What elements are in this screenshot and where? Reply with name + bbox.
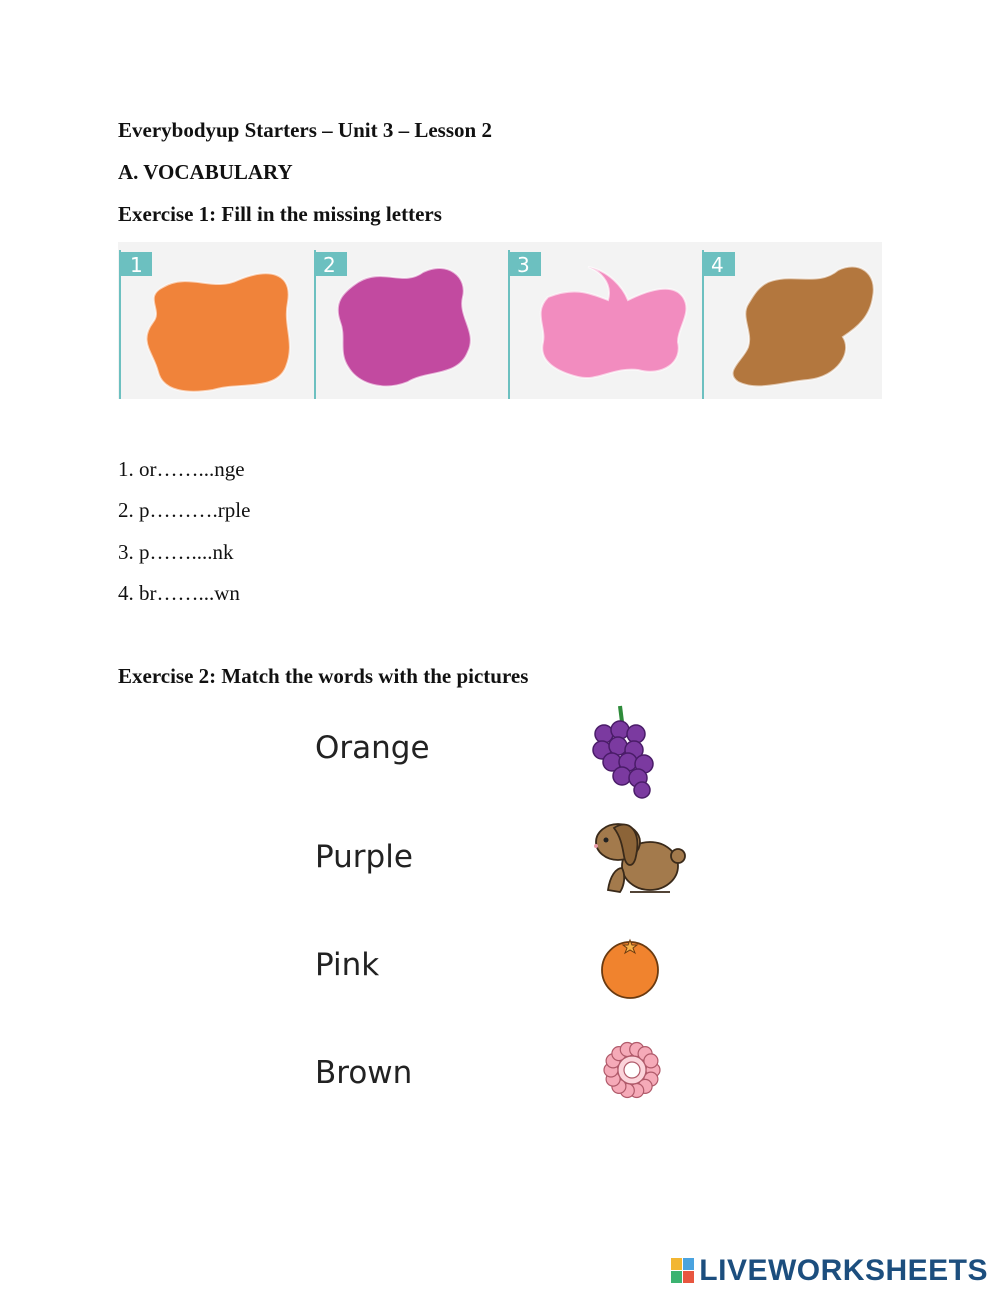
- fill-item-3: 3. p……....nk: [118, 540, 234, 564]
- panel-number-3: [509, 252, 541, 277]
- liveworksheets-logo: [671, 1254, 988, 1288]
- fill-item-1: 1. or……...nge: [118, 457, 245, 481]
- panel-number-2: [315, 252, 347, 277]
- svg-text:3: 3: [517, 253, 530, 277]
- svg-text:2: 2: [323, 253, 336, 277]
- orange-paint-splash: [147, 273, 290, 391]
- match-word-brown[interactable]: Brown: [315, 1055, 413, 1091]
- logo-text: LIVEWORKSHEETS: [699, 1254, 988, 1287]
- exercise-2-heading: Exercise 2: Match the words with the pictures: [118, 664, 529, 688]
- svg-text:4: 4: [711, 253, 724, 277]
- grapes-icon[interactable]: [590, 704, 660, 804]
- exercise-1-heading: Exercise 1: Fill in the missing letters: [118, 202, 442, 226]
- match-word-purple[interactable]: Purple: [315, 839, 413, 875]
- page-title: Everybodyup Starters – Unit 3 – Lesson 2: [118, 118, 492, 142]
- rabbit-icon[interactable]: [590, 816, 690, 903]
- fill-item-2: 2. p……….rple: [118, 498, 251, 522]
- orange-fruit-icon[interactable]: [590, 936, 665, 1006]
- panel-number-1: [120, 252, 152, 277]
- flower-icon[interactable]: [590, 1040, 665, 1107]
- svg-text:1: 1: [130, 253, 143, 277]
- logo-mark-icon: [671, 1258, 695, 1284]
- paint-splash-image: [118, 242, 882, 399]
- panel-number-4: [703, 252, 735, 277]
- purple-paint-splash: [338, 268, 471, 386]
- match-word-orange[interactable]: Orange: [315, 730, 430, 766]
- match-word-pink[interactable]: Pink: [315, 947, 380, 983]
- fill-item-4: 4. br……...wn: [118, 581, 240, 605]
- flower-petal: [644, 1054, 658, 1068]
- section-heading: A. VOCABULARY: [118, 160, 293, 184]
